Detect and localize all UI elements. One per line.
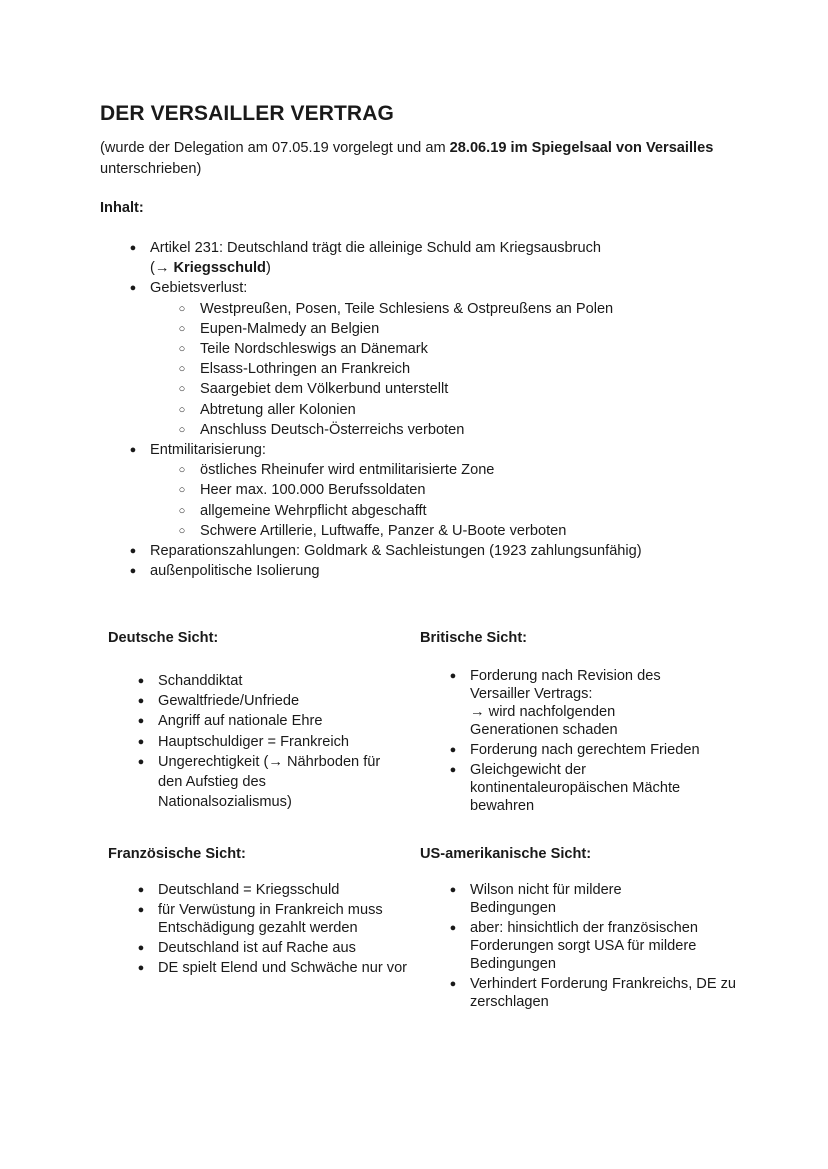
list-item-text: Heer max. 100.000 Berufssoldaten [200,482,426,499]
artikel-arrow: (→ [150,260,174,277]
bullet-icon: ● [129,565,137,578]
list-item [150,480,740,500]
list-item [420,975,760,1011]
bullet-icon: ● [137,695,145,708]
list-item [150,400,740,420]
list-item [420,881,685,917]
list-item-text: Schwere Artillerie, Luftwaffe, Panzer & U-Boote verboten [200,522,567,539]
list-item [150,299,740,319]
list-item-artikel-231 [100,238,740,278]
britische-sicht-list [420,667,730,817]
bullet-icon: ● [449,744,457,756]
bullet-icon: ● [449,764,457,776]
sub-bullet-icon: ○ [178,302,186,315]
list-item-text: östliches Rheinufer wird entmilitarisierte Zone [200,462,495,479]
list-item [150,420,740,440]
inhalt-list [100,238,740,581]
sub-bullet-icon: ○ [178,524,186,537]
list-item-text: Forderung nach Revision des Versailler Vertrags: [470,668,661,702]
list-item [150,339,740,359]
list-item [150,460,740,480]
list-item [150,359,740,379]
list-item [420,761,720,815]
list-item [108,901,413,937]
list-item-isolierung [100,561,740,581]
bullet-icon: ● [137,942,145,954]
list-item-subtext: → wird nachfolgenden Generationen schaden [470,704,618,738]
gebietsverlust-sublist [150,299,740,440]
bullet-icon: ● [449,884,457,896]
bullet-icon: ● [129,545,137,558]
bullet-icon: ● [137,904,145,916]
list-item-text: DE spielt Elend und Schwäche nur vor [158,960,408,976]
list-item-text: Deutschland ist auf Rache aus [158,940,356,956]
bullet-icon: ● [129,444,137,457]
deutsche-sicht-list [108,671,408,812]
list-item [108,691,408,711]
entmilitarisierung-sublist [150,460,740,541]
document-title: DER VERSAILLER VERTRAG [100,102,394,125]
list-item-text: Angriff auf nationale Ehre [158,713,323,730]
sub-bullet-icon: ○ [178,504,186,517]
list-item [108,711,408,731]
list-item [150,521,740,541]
reparation-text: Reparationszahlungen: Goldmark & Sachleistungen (1923 zahlungsunfähig) [150,543,642,560]
britische-sicht-heading: Britische Sicht: [420,630,528,646]
sub-bullet-icon: ○ [178,363,186,376]
list-item [108,881,408,899]
list-item [420,741,730,759]
us-sicht-list [420,881,737,1013]
sub-bullet-icon: ○ [178,322,186,335]
franzoesische-sicht-heading: Französische Sicht: [108,846,246,862]
bullet-icon: ● [137,962,145,974]
subtitle-text-1: (wurde der Delegation am 07.05.19 vorgelegt und am [100,140,450,156]
list-item-text: Verhindert Forderung Frankreichs, DE zu zerschlagen [470,976,737,1010]
bullet-icon: ● [129,282,137,295]
deutsche-sicht-heading: Deutsche Sicht: [108,630,219,646]
list-item-text: Deutschland = Kriegsschuld [158,882,340,898]
list-item-text: Eupen-Malmedy an Belgien [200,320,380,337]
list-item [108,939,408,957]
isolierung-text: außenpolitische Isolierung [150,563,320,580]
list-item-text: Forderung nach gerechtem Frieden [470,742,700,758]
bullet-icon: ● [137,884,145,896]
sub-bullet-icon: ○ [178,343,186,356]
bullet-icon: ● [449,670,457,682]
list-item-text: Gleichgewicht der kontinentaleuropäischen Mächte bewahren [470,762,681,814]
list-item-gebietsverlust [100,278,740,440]
list-item-text: Wilson nicht für mildere Bedingungen [470,882,622,916]
franzoesische-sicht-list [108,881,408,979]
sub-bullet-icon: ○ [178,484,186,497]
list-item-text: Teile Nordschleswigs an Dänemark [200,341,428,358]
sub-bullet-icon: ○ [178,464,186,477]
list-item-reparationszahlungen [100,541,740,561]
list-item-text: aber: hinsichtlich der französischen Forderungen sorgt USA für mildere Bedingungen [470,920,698,972]
list-item-text: Saargebiet dem Völkerbund unterstellt [200,381,449,398]
bullet-icon: ● [449,978,457,990]
list-item-entmilitarisierung [100,440,740,541]
list-item-text: Gewaltfriede/Unfriede [158,693,300,710]
list-item-text: allgemeine Wehrpflicht abgeschafft [200,502,427,519]
list-item [108,959,413,977]
list-item-text: Anschluss Deutsch-Österreichs verboten [200,421,465,438]
bullet-icon: ● [449,922,457,934]
bullet-icon: ● [129,242,137,254]
list-item [420,667,685,739]
list-item-text: Ungerechtigkeit (→ Nährboden für den Aufstieg des Nationalsozialismus) [158,753,381,811]
inhalt-heading: Inhalt: [100,200,144,216]
list-item [150,379,740,399]
bullet-icon: ● [137,755,145,768]
sub-bullet-icon: ○ [178,423,186,436]
list-item-text: für Verwüstung in Frankreich muss Entschädigung gezahlt werden [158,902,383,936]
subtitle-text-2: unterschrieben) [100,161,202,177]
list-item [420,919,770,973]
list-item-text: Abtretung aller Kolonien [200,401,356,418]
list-item [108,732,408,752]
bullet-icon: ● [137,675,145,687]
list-item-text: Elsass-Lothringen an Frankreich [200,361,411,378]
gebietsverlust-label: Gebietsverlust: [150,280,248,297]
sub-bullet-icon: ○ [178,383,186,396]
list-item-text: Hauptschuldiger = Frankreich [158,733,350,750]
artikel-kriegsschuld: Kriegsschuld [173,260,266,277]
us-sicht-heading: US-amerikanische Sicht: [420,846,592,862]
list-item [108,671,408,691]
list-item-text: Westpreußen, Posen, Teile Schlesiens & Ostpreußens an Polen [200,300,614,317]
list-item-text: Schanddiktat [158,673,243,689]
artikel-text: Artikel 231: Deutschland trägt die alleinige Schuld am Kriegsausbruch [150,240,602,256]
list-item [150,319,740,339]
bullet-icon: ● [137,715,145,728]
bullet-icon: ● [137,735,145,748]
subtitle-bold-date-place: 28.06.19 im Spiegelsaal von Versailles [449,140,714,156]
document-subtitle [100,138,720,180]
artikel-close: ) [265,260,271,277]
list-item [108,752,403,813]
sub-bullet-icon: ○ [178,403,186,416]
entmilitarisierung-label: Entmilitarisierung: [150,442,266,459]
list-item [150,501,740,521]
